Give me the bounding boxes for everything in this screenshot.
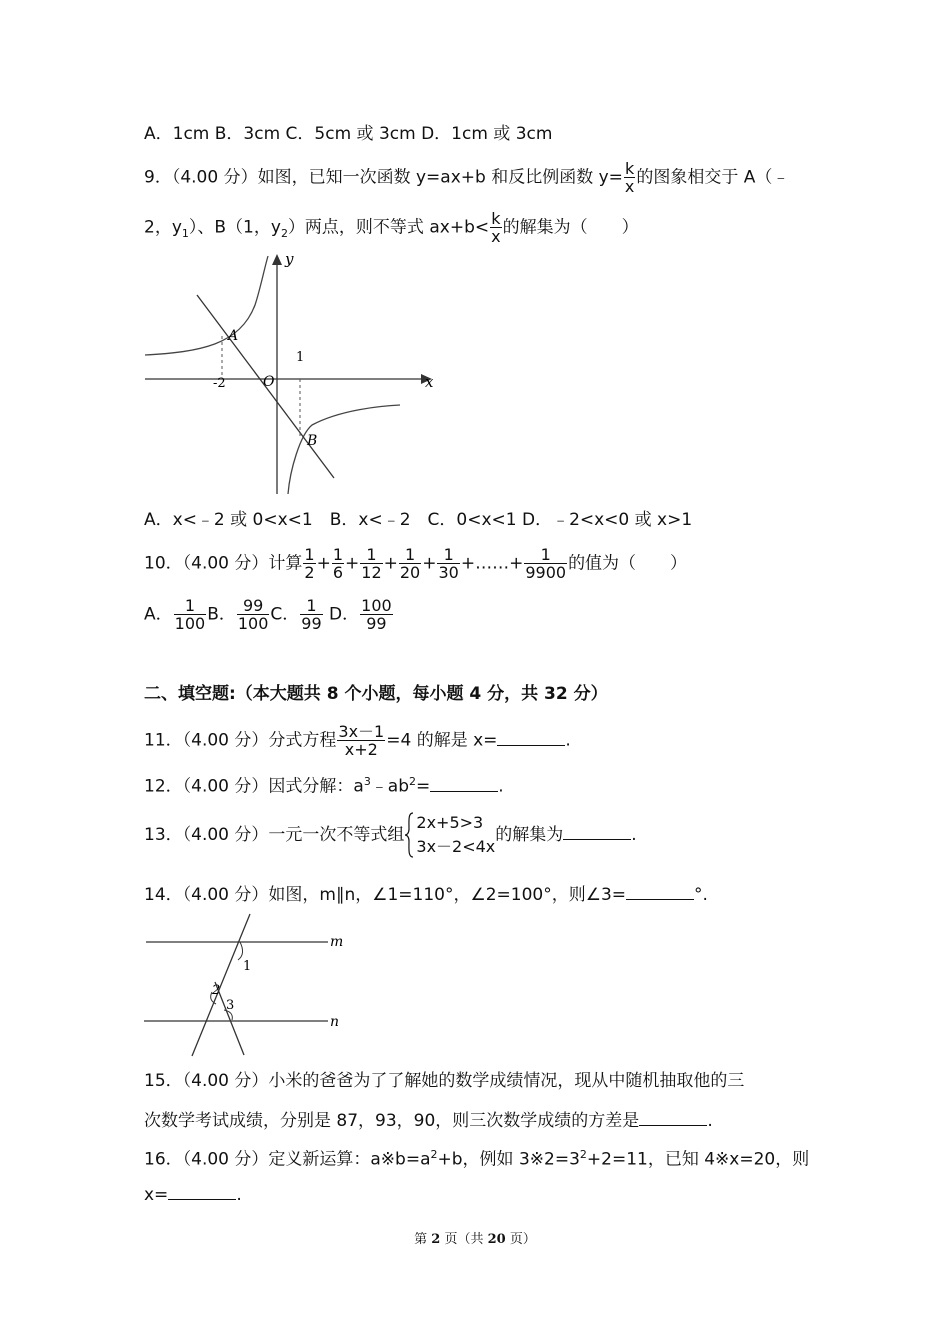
q10-opt-c-num: 1 [300, 597, 322, 615]
point-a-label: A [228, 328, 239, 344]
q10-frac-5-den: 30 [438, 563, 459, 582]
q12-suffix: = [416, 776, 431, 797]
q9-frac-den: x [624, 177, 635, 196]
y-axis-label: y [285, 250, 294, 268]
q10-frac-5 [437, 546, 459, 581]
q11-answer-blank[interactable] [497, 728, 565, 746]
footer-text-c: 页） [505, 1232, 536, 1247]
q10-opt-c-den: 99 [301, 614, 322, 633]
q11-frac-den: x+2 [344, 740, 378, 759]
q10-plus-3: + [383, 553, 398, 574]
q9-frac-num: k [625, 159, 635, 178]
q11-end: . [565, 730, 571, 751]
y-axis-arrow [272, 254, 282, 265]
q10-opt-b-label: B． [207, 604, 236, 625]
q10-plus-1: + [316, 553, 331, 574]
q14-line [144, 882, 708, 907]
q12-sup-2: 2 [409, 775, 417, 788]
q12-prefix: 12．（4.00 分）因式分解：a [144, 776, 364, 797]
q14-text: 14．（4.00 分）如图，m∥n，∠1=110°，∠2=100°，则∠3= [144, 885, 627, 905]
q9-sub-2: 2 [280, 226, 288, 240]
q10-frac-3 [360, 546, 382, 581]
q11-line [144, 723, 571, 758]
q10-prefix: 10．（4.00 分）计算 [144, 553, 303, 574]
x-axis-label: x [425, 373, 434, 391]
footer-total-pages: 20 [487, 1232, 506, 1247]
tick-label-1: 1 [296, 350, 305, 365]
q10-frac-1 [303, 546, 315, 581]
label-angle-3: 3 [226, 998, 235, 1013]
point-b-label: B [307, 433, 318, 449]
q10-opt-c-label: C． [270, 604, 300, 625]
q16-answer-blank[interactable] [168, 1182, 236, 1200]
q16-text-3: +2=11，已知 4※x=20，则 [586, 1149, 810, 1170]
q10-opt-d-label: D． [329, 604, 360, 625]
q10-opt-a-label: A． [144, 604, 173, 625]
q15-answer-blank[interactable] [639, 1108, 707, 1126]
q16-text-2: +b，例如 3※2=3 [437, 1149, 580, 1170]
page-footer [0, 1228, 950, 1247]
q10-frac-4-den: 20 [399, 563, 421, 582]
q10-plus-5: + [460, 553, 476, 574]
angle-1-arc [238, 942, 243, 960]
q10-opt-c-frac [300, 597, 322, 632]
q9-text-6: 的解集为（ ） [502, 217, 639, 238]
q9-options: A．x<﹣2 或 0<x<1 B．x<﹣2 C．0<x<1 D．﹣2<x<0 或 x>1 [144, 510, 693, 530]
q10-opt-a-frac [174, 597, 207, 632]
q13-suffix: 的解集为 [495, 825, 564, 845]
q9-frac-den-2: x [491, 227, 501, 246]
q11-suffix: =4 的解是 x= [386, 730, 498, 751]
hyperbola-left-branch [145, 256, 268, 355]
q10-frac-2-num: 1 [332, 545, 344, 564]
q13-end: . [631, 825, 637, 845]
q10-line [144, 546, 687, 581]
q14-figure [140, 912, 360, 1060]
q10-opt-b-frac [237, 597, 270, 632]
q9-fraction-k-over-x [624, 160, 635, 195]
q10-opt-a-num: 1 [174, 597, 207, 615]
q10-options [144, 597, 394, 632]
q11-prefix: 11．（4.00 分）分式方程 [144, 730, 337, 751]
hyperbola-right-branch [288, 405, 400, 494]
q10-frac-last [524, 546, 567, 581]
tick-label-neg2: -2 [213, 376, 226, 391]
q10-frac-2-den: 6 [332, 563, 344, 582]
brace-icon [404, 811, 414, 859]
q9-text-5: ）两点，则不等式 ax+b< [287, 217, 490, 238]
q10-plus-6: + [509, 553, 524, 574]
q16-end: . [236, 1185, 242, 1205]
transversal-1 [192, 914, 250, 1056]
q10-dots: …… [475, 553, 510, 574]
q10-frac-last-den: 9900 [525, 563, 567, 582]
origin-label: O [263, 374, 275, 390]
q9-line1 [144, 160, 789, 195]
q9-line2 [144, 210, 639, 246]
q16-sup-1: 2 [430, 1148, 438, 1161]
q9-text-4: ）、B（1，y [188, 217, 281, 238]
q12-sup-1: 3 [363, 775, 371, 788]
q10-frac-2 [332, 546, 344, 581]
q12-line [144, 770, 504, 799]
q12-end: . [498, 776, 504, 797]
label-angle-2: 2 [212, 983, 221, 998]
q10-plus-2: + [345, 553, 360, 574]
q13-answer-blank[interactable] [563, 822, 631, 840]
q9-text-3: 2，y [144, 217, 182, 238]
q14-answer-blank[interactable] [626, 882, 694, 900]
q10-opt-b-den: 100 [237, 614, 269, 633]
footer-page-number: 2 [431, 1232, 441, 1247]
q12-mid: ﹣ab [370, 776, 410, 797]
q15-end: . [707, 1111, 713, 1131]
q16-line1 [144, 1143, 809, 1172]
q10-opt-a-den: 100 [174, 614, 206, 633]
q9-frac-num-2: k [491, 209, 501, 228]
q10-opt-b-num: 99 [237, 597, 270, 615]
q16-text-1: 16．（4.00 分）定义新运算：a※b=a [144, 1149, 431, 1170]
q10-opt-d-num: 100 [361, 596, 392, 615]
footer-text-a: 第 [414, 1232, 432, 1247]
footer-text-b: 页（共 [440, 1232, 488, 1247]
q11-frac-num: 3x－1 [338, 722, 385, 741]
q13-inequality-system [404, 811, 495, 859]
q10-opt-d-den: 99 [366, 614, 387, 633]
section-2-heading: 二、填空题:（本大题共 8 个小题，每小题 4 分，共 32 分） [144, 684, 608, 704]
q10-frac-4 [399, 546, 421, 581]
q10-frac-1-num: 1 [304, 545, 315, 564]
q13-prefix: 13．（4.00 分）一元一次不等式组 [144, 825, 405, 845]
q9-graph [140, 250, 440, 496]
q12-answer-blank[interactable] [430, 774, 498, 792]
q13-line [144, 811, 637, 859]
q10-suffix: 的值为（ ） [568, 553, 688, 574]
label-angle-1: 1 [243, 959, 252, 974]
q10-frac-1-den: 2 [304, 563, 315, 582]
q11-frac [337, 723, 385, 758]
q13-eq-1: 2x+5>3 [416, 813, 484, 832]
q16-text-4: x= [144, 1185, 169, 1205]
label-n: n [330, 1014, 340, 1030]
q10-frac-5-num: 1 [437, 546, 459, 564]
q16-line2 [144, 1182, 242, 1207]
q10-frac-3-den: 12 [361, 563, 382, 582]
q8-options: A．1cm B．3cm C．5cm 或 3cm D．1cm 或 3cm [144, 124, 553, 144]
q9-sub-1: 1 [181, 226, 189, 240]
q9-text-1: 9．（4.00 分）如图，已知一次函数 y=ax+b 和反比例函数 y= [144, 167, 623, 188]
q16-sup-2: 2 [579, 1148, 587, 1161]
q15-text: 次数学考试成绩，分别是 87，93，90，则三次数学成绩的方差是 [144, 1111, 640, 1131]
q10-frac-3-num: 1 [360, 546, 382, 564]
q14-end: °. [694, 885, 708, 905]
q10-opt-d-frac [360, 597, 393, 632]
q13-eq-2: 3x－2<4x [416, 837, 496, 856]
q10-plus-4: + [422, 553, 437, 574]
label-m: m [330, 934, 344, 950]
q9-text-2: 的图象相交于 A（﹣ [636, 167, 790, 188]
q15-line2 [144, 1108, 713, 1133]
q10-frac-last-num: 1 [524, 546, 567, 564]
q10-frac-4-num: 1 [399, 546, 421, 564]
q9-fraction-k-over-x-2 [490, 210, 501, 245]
q15-line1: 15．（4.00 分）小米的爸爸为了了解她的数学成绩情况，现从中随机抽取他的三 [144, 1071, 745, 1091]
